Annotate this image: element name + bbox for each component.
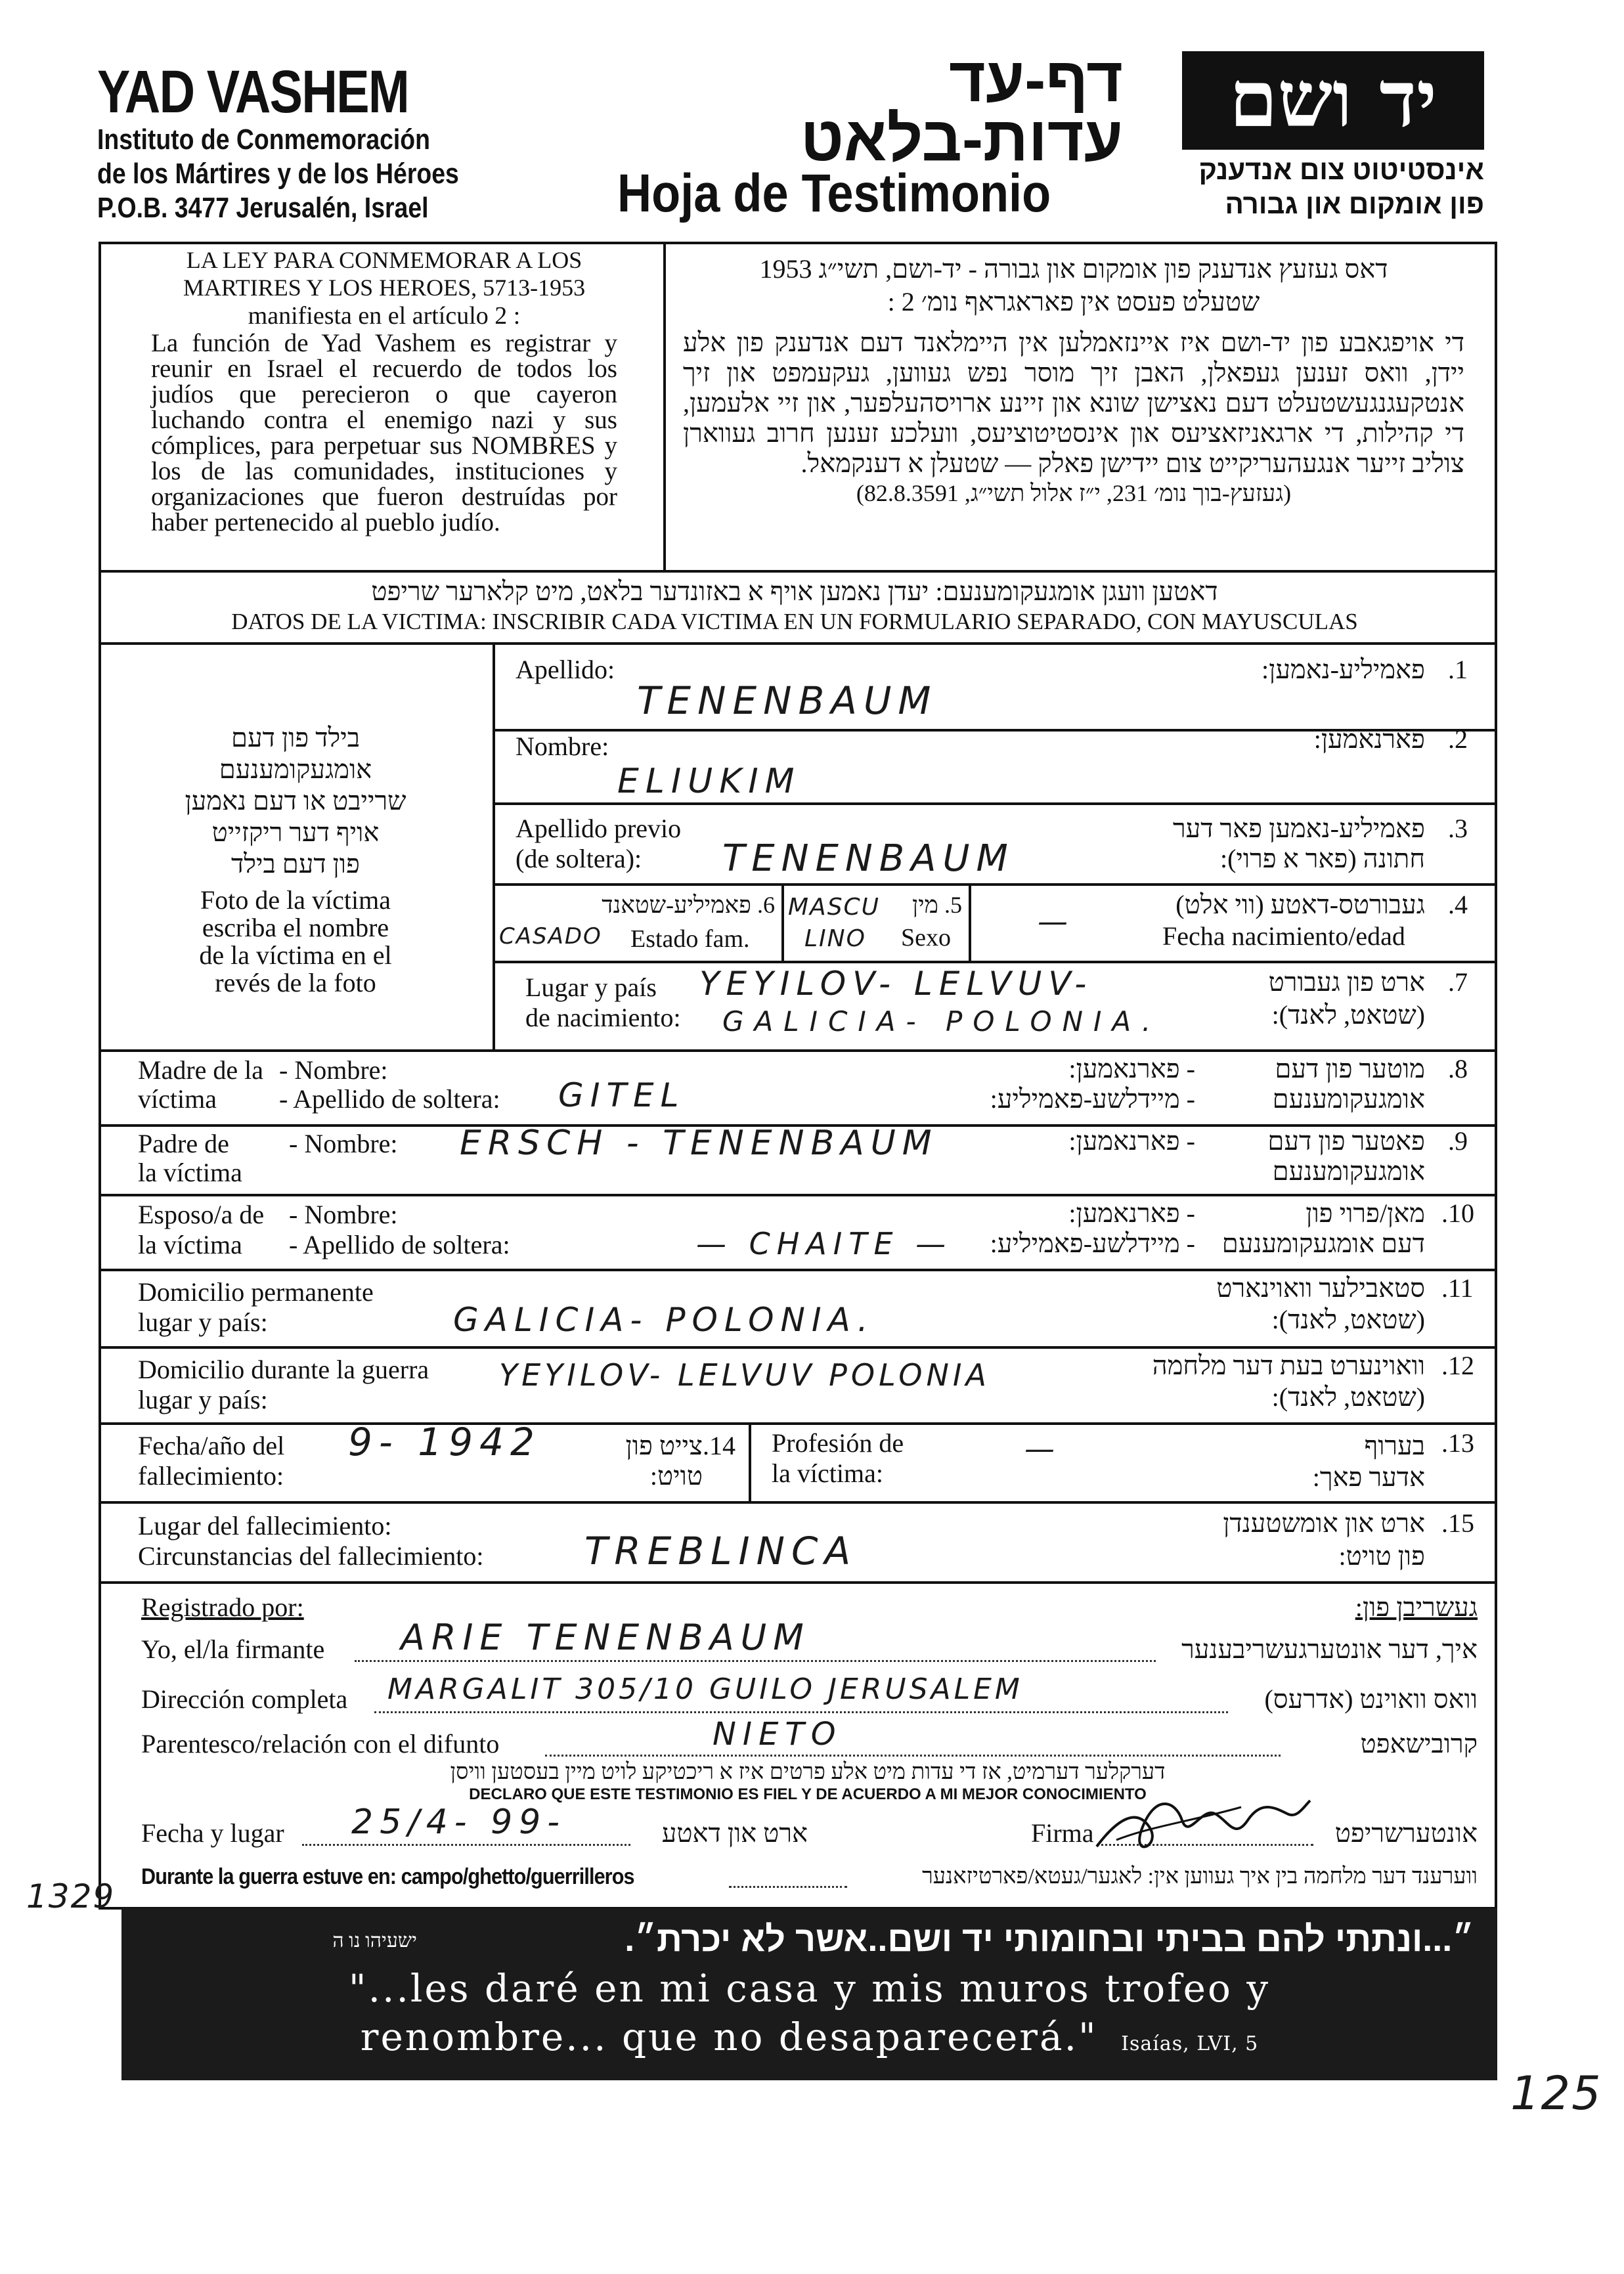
footer-hebrew-quote: ״...ונתתי להם בביתי ובחומותי יד ושם..אשר לא יכרת״. xyxy=(625,1919,1474,1959)
f11-label-es-2: lugar y país: xyxy=(138,1307,268,1337)
victim-header-line xyxy=(99,642,1497,645)
f15-label-es-1: Lugar del fallecimiento: xyxy=(138,1511,392,1541)
f10-label-es-a: Esposo/a de xyxy=(138,1200,265,1229)
photo-instructions-yiddish xyxy=(105,722,486,880)
f12-number: .12 xyxy=(1441,1351,1474,1380)
law-citation: (געזעץ-בוך נומ׳ 231, י״ז אלול תשי״ג, 82.8.3591) xyxy=(856,480,1292,506)
law-heading-2: MARTIRES Y LOS HEROES, 5713-1953 xyxy=(183,274,586,301)
photo-es-1: Foto de la víctima xyxy=(200,885,391,915)
f6-marital-value[interactable]: CASADO xyxy=(499,923,602,950)
f12-line xyxy=(99,1422,1497,1425)
f10-yi-sub-2: - מיידלשע-פאמיליע: xyxy=(990,1229,1195,1258)
law-body-spanish: La función de Yad Vashem es registrar y reunir en Israel el recuerdo de todos los judíos que perecieron o que cayeron luchando contra el enemigo nazi y sus cómplices, para perpetuar sus NOMBRES y los de las comunidades, instituciones y organizaciones que fueron destruídas por haber pertenecido al pueblo judío. xyxy=(151,329,617,536)
f1-label-es: Apellido: xyxy=(516,655,615,684)
f3-label-yi-2: חתונה (פאר א פרוי): xyxy=(1219,844,1425,873)
date-place-value[interactable]: 25/4- 99- xyxy=(351,1803,566,1842)
law-body-yiddish: די אויפגאבע פון יד-ושם איז איינזאמלען אין היימלאנד דעם אנדענק פון אלע יידן, וואס זענען געפאלן, האבן זיך מוסר נפש געווען, געקעמפט און זיך אנטקעגנגעשטעלט דעם נאצישן שונא און זיינע ארויסהעלפער, און זיי אלעמען, די קהילות, די ארגאניזאציעס און אינסטיטוציעס, וועלכע זענען חרוב געווארן צוליב זייער אנגעהעריקייט צום יידישן פאלק — שטעלן א דענקמאל. xyxy=(683,328,1464,478)
footer-hebrew-ref: ישעיהו נו ה xyxy=(332,1930,417,1952)
declaration-spanish: DECLARO QUE ESTE TESTIMONIO ES FIEL Y DE ACUERDO A MI MEJOR CONOCIMIENTO xyxy=(469,1785,1147,1803)
victim-header-spanish: DATOS DE LA VICTIMA: INSCRIBIR CADA VICTIMA EN UN FORMULARIO SEPARADO, CON MAYUSCULAS xyxy=(231,609,1358,634)
signature-label-yi: אונטערשריפט xyxy=(1334,1818,1478,1848)
law-text-yiddish xyxy=(683,253,1464,508)
law-heading-3: manifiesta en el artículo 2 : xyxy=(248,302,521,330)
f9-yi-a: פאטער פון דעם xyxy=(1267,1126,1425,1156)
f11-label-yi-2: (שטאט, לאנד): xyxy=(1271,1305,1425,1334)
f9-label-es-b: la víctima xyxy=(138,1158,242,1187)
f13-label-es-1: Profesión de xyxy=(772,1428,904,1458)
signer-label-yi: איך, דער אונטערגעשריבענער xyxy=(1181,1634,1478,1664)
f1-number: .1 xyxy=(1448,655,1468,684)
f5-sex-value-1[interactable]: MASCU xyxy=(788,894,881,921)
photo-es-2: escriba el nombre xyxy=(202,913,389,942)
war-location-line xyxy=(729,1886,847,1888)
f3-line xyxy=(493,883,1497,886)
f14-label-yi-2: טויט: xyxy=(649,1461,703,1491)
footer-spanish-line2 xyxy=(121,2015,1497,2066)
f3-label-es-1: Apellido previo xyxy=(516,814,682,843)
f13-label-yi-2: אדער פאך: xyxy=(1312,1462,1425,1492)
law-heading-1: LA LEY PARA CONMEMORAR A LOS xyxy=(186,247,582,273)
war-location-label: Durante la guerra estuve en: campo/ghetto/guerrilleros xyxy=(141,1864,634,1889)
f2-number: .2 xyxy=(1448,724,1468,754)
f9-number: .9 xyxy=(1448,1126,1468,1156)
law-bottom-line xyxy=(99,570,1497,573)
f10-label-es-b: la víctima xyxy=(138,1230,242,1259)
f8-label-es-a: Madre de la xyxy=(138,1055,264,1085)
address-label-yi: וואס וואוינט (אדרעס) xyxy=(1264,1684,1478,1714)
photo-yi-2: אומגעקומענעם xyxy=(219,754,372,784)
signer-line xyxy=(355,1660,1156,1662)
date-place-line xyxy=(302,1844,630,1846)
heb-org-line2: פון אומקום און גבורה xyxy=(1225,188,1484,219)
f7-label-es-1: Lugar y país xyxy=(525,973,657,1002)
f12-label-yi-1: וואוינערט בעת דער מלחמה xyxy=(1152,1351,1425,1380)
org-line1: Instituto de Conmemoración xyxy=(97,123,431,156)
f12-label-yi-2: (שטאט, לאנד): xyxy=(1271,1382,1425,1412)
law-yiddish-heading-1: דאס געזעץ אנדענק פון אומקום און גבורה - יד-ושם, תשי״ג 1953 xyxy=(759,254,1388,284)
f4-birthdate-value[interactable]: — xyxy=(1038,904,1074,939)
org-address: P.O.B. 3477 Jerusalén, Israel xyxy=(97,192,429,224)
f11-line xyxy=(99,1346,1497,1349)
f8-yi-sub-2: - מיידלשע-פאמיליע: xyxy=(990,1084,1195,1114)
photo-yi-1: בילד פון דעם xyxy=(231,723,360,753)
relation-value[interactable]: NIETO xyxy=(713,1716,843,1753)
f5-divider xyxy=(969,883,971,961)
f8-mother-value[interactable]: GITEL xyxy=(558,1076,686,1114)
f7-birthplace-value-1[interactable]: YEYILOV- LELVUV- xyxy=(699,965,1093,1003)
f11-label-es-1: Domicilio permanente xyxy=(138,1277,374,1307)
f1-surname-value[interactable]: TENENBAUM xyxy=(637,678,938,723)
f6-label-es: Estado fam. xyxy=(630,925,750,953)
f13-label-es-2: la víctima: xyxy=(772,1458,883,1488)
photo-es-4: revés de la foto xyxy=(215,968,376,997)
f7-label-yi-2: (שטאט, לאנד): xyxy=(1271,1000,1425,1030)
f7-number: .7 xyxy=(1448,967,1468,997)
f5-sex-value-2[interactable]: LINO xyxy=(804,925,866,952)
f10-sub-1: - Nombre: xyxy=(289,1200,398,1229)
f10-spouse-value[interactable]: — CHAITE — xyxy=(696,1226,953,1261)
f11-number: .11 xyxy=(1441,1273,1474,1303)
f9-father-value[interactable]: ERSCH - TENENBAUM xyxy=(460,1124,938,1163)
org-line2: de los Mártires y de los Héroes xyxy=(97,158,459,190)
f4-label-yi: געבורטס-דאטע (ווי אלט) xyxy=(1175,890,1425,919)
yiddish-title-2: עדות-בלאט xyxy=(800,104,1123,174)
f3-label-yi-1: פאמיליע-נאמען פאר דער xyxy=(1172,814,1425,843)
photo-yi-4: אויף דער ריקזייט xyxy=(211,818,380,847)
f15-number: .15 xyxy=(1441,1508,1474,1538)
f8-sub-1: - Nombre: xyxy=(279,1055,388,1085)
f4-number: .4 xyxy=(1448,890,1468,919)
f3-label-es-2: (de soltera): xyxy=(516,844,642,873)
f13-label-yi-1: בערוף xyxy=(1364,1431,1425,1460)
f6-divider xyxy=(781,883,784,961)
relation-label-yi: קרובישאפט xyxy=(1360,1729,1478,1759)
war-location-label-yi: ווערענד דער מלחמה בין איך געווען אין: לאגער/געטא/פארטיזאנער xyxy=(922,1864,1478,1889)
f15-death-place-value[interactable]: TREBLINCA xyxy=(584,1529,858,1573)
f13-profession-value[interactable]: — xyxy=(1024,1431,1061,1466)
f10-number: .10 xyxy=(1441,1198,1474,1228)
f7-birthplace-value-2[interactable]: GALICIA- POLONIA. xyxy=(722,1005,1162,1038)
signer-label: Yo, el/la firmante xyxy=(141,1634,325,1664)
f12-label-es-1: Domicilio durante la guerra xyxy=(138,1355,429,1384)
address-value[interactable]: MARGALIT 305/10 GUILO JERUSALEM xyxy=(387,1673,1023,1706)
spanish-title: Hoja de Testimonio xyxy=(617,164,1051,223)
relation-label: Parentesco/relación con el difunto xyxy=(141,1729,500,1759)
f15-label-yi-1: ארט און אומשטענדן xyxy=(1223,1508,1425,1538)
f14-label-es-2: fallecimiento: xyxy=(138,1461,284,1491)
relation-line xyxy=(545,1755,1281,1757)
f3-number: .3 xyxy=(1448,814,1468,843)
signature-mark xyxy=(1090,1781,1313,1866)
signer-name-value[interactable]: ARIE TENENBAUM xyxy=(401,1617,810,1658)
registered-by-label-yi: געשריבן פון: xyxy=(1355,1592,1478,1622)
f15-label-es-2: Circunstancias del fallecimiento: xyxy=(138,1541,484,1571)
f2-label-yi: פארנאמען: xyxy=(1313,724,1425,754)
f2-line xyxy=(493,802,1497,805)
f10-yi-sub-1: - פארנאמען: xyxy=(1068,1198,1195,1228)
f11-domicile-value[interactable]: GALICIA- POLONIA. xyxy=(453,1301,875,1339)
f6-label-yi: 6. פאמיליע-שטאנד xyxy=(602,892,775,918)
f9-sub-1: - Nombre: xyxy=(289,1129,398,1158)
photo-instructions-spanish xyxy=(105,886,486,997)
org-name: YAD VASHEM xyxy=(97,58,409,125)
f2-label-es: Nombre: xyxy=(516,732,609,761)
f12-war-domicile-value[interactable]: YEYILOV- LELVUV POLONIA xyxy=(499,1357,990,1393)
declaration-yiddish: דערקלער דערמיט, אז די עדות מיט אלע פרטים איז א ריכטיקע לויט מיין בעסטען וויסן xyxy=(450,1760,1166,1784)
date-place-label: Fecha y lugar xyxy=(141,1818,284,1848)
address-label: Dirección completa xyxy=(141,1684,348,1714)
f14-label-es-1: Fecha/año del xyxy=(138,1431,285,1460)
f13-line xyxy=(99,1501,1497,1504)
f11-label-yi-1: סטאבילער וואוינארט xyxy=(1216,1273,1425,1303)
f10-yi-b: דעם אומגעקומענעם xyxy=(1221,1229,1425,1258)
f9-label-es-a: Padre de xyxy=(138,1129,229,1158)
yad-vashem-logo xyxy=(1182,51,1484,150)
registered-by-label: Registrado por: xyxy=(141,1592,304,1622)
law-divider xyxy=(663,242,666,570)
f15-label-yi-2: פון טויט: xyxy=(1338,1541,1425,1571)
footer-spanish-line1: "...les daré en mi casa y mis muros trofeo y xyxy=(348,1966,1271,2011)
f8-yi-a: מוטער פון דעם xyxy=(1275,1054,1425,1083)
f8-sub-2: - Apellido de soltera: xyxy=(279,1084,500,1114)
f8-yi-sub-1: - פארנאמען: xyxy=(1068,1054,1195,1083)
f13-number: .13 xyxy=(1441,1428,1474,1458)
f8-number: .8 xyxy=(1448,1054,1468,1083)
photo-yi-5: פון דעם בילד xyxy=(231,849,360,879)
f13-divider xyxy=(749,1422,751,1501)
f8-yi-b: אומגעקומענעם xyxy=(1272,1084,1425,1114)
logo-text: יד ושם xyxy=(1229,53,1437,144)
f9-line xyxy=(99,1194,1497,1196)
heb-org-line1: אינסטיטוט צום אנדענק xyxy=(1198,154,1484,185)
f3-maiden-value[interactable]: TENENBAUM xyxy=(722,837,1015,880)
f2-firstname-value[interactable]: ELIUKIM xyxy=(617,762,801,801)
footer-quote-bar xyxy=(121,1908,1497,2080)
f14-death-date-value[interactable]: 9- 1942 xyxy=(348,1420,541,1464)
margin-note-right: 125 xyxy=(1510,2066,1602,2120)
f12-label-es-2: lugar y país: xyxy=(138,1385,268,1414)
footer-spanish-ref: Isaías, LVI, 5 xyxy=(1121,2032,1259,2055)
f9-yi-sub-1: - פארנאמען: xyxy=(1068,1126,1195,1156)
f14-label-yi-1: 14.צייט פון xyxy=(625,1431,735,1460)
law-text-spanish xyxy=(151,246,617,535)
f4-label-es: Fecha nacimiento/edad xyxy=(1162,921,1405,951)
f9-yi-b: אומגעקומענעם xyxy=(1272,1156,1425,1186)
f10-yi-a: מאן/פרוי פון xyxy=(1306,1198,1425,1228)
f7-line xyxy=(99,1049,1497,1052)
f1-label-yi: פאמיליע-נאמען: xyxy=(1262,655,1425,684)
f15-line xyxy=(99,1581,1497,1584)
photo-divider xyxy=(493,642,495,1049)
f8-label-es-b: víctima xyxy=(138,1084,217,1114)
f7-label-es-2: de nacimiento: xyxy=(525,1003,681,1032)
photo-yi-3: שרייבט או דעם נאמען xyxy=(185,786,406,816)
f5-label-yi: 5. מין xyxy=(912,892,962,918)
yiddish-title-1: דף-עד xyxy=(949,45,1123,115)
date-place-label-yi: ארט און דאטע xyxy=(661,1818,808,1848)
photo-es-3: de la víctima en el xyxy=(199,940,392,970)
footer-spanish-text: renombre... que no desaparecerá." xyxy=(360,2015,1098,2059)
law-yiddish-heading-2: שטעלט פעסט אין פאראגראף נומ׳ 2 : xyxy=(887,287,1260,317)
victim-header-yiddish: דאטען וועגן אומגעקומענעם: יעדן נאמען אויף א באזונדער בלאט, מיט קלארער שריפט xyxy=(371,577,1218,606)
margin-note-left: 1329 xyxy=(26,1877,116,1915)
f10-sub-2: - Apellido de soltera: xyxy=(289,1230,510,1259)
f5-label-es: Sexo xyxy=(901,924,951,951)
signature-label: Firma xyxy=(1031,1818,1094,1848)
f7-label-yi-1: ארט פון געבורט xyxy=(1268,967,1425,997)
f4-line xyxy=(493,961,1497,963)
f10-line xyxy=(99,1269,1497,1271)
address-line xyxy=(374,1711,1228,1713)
